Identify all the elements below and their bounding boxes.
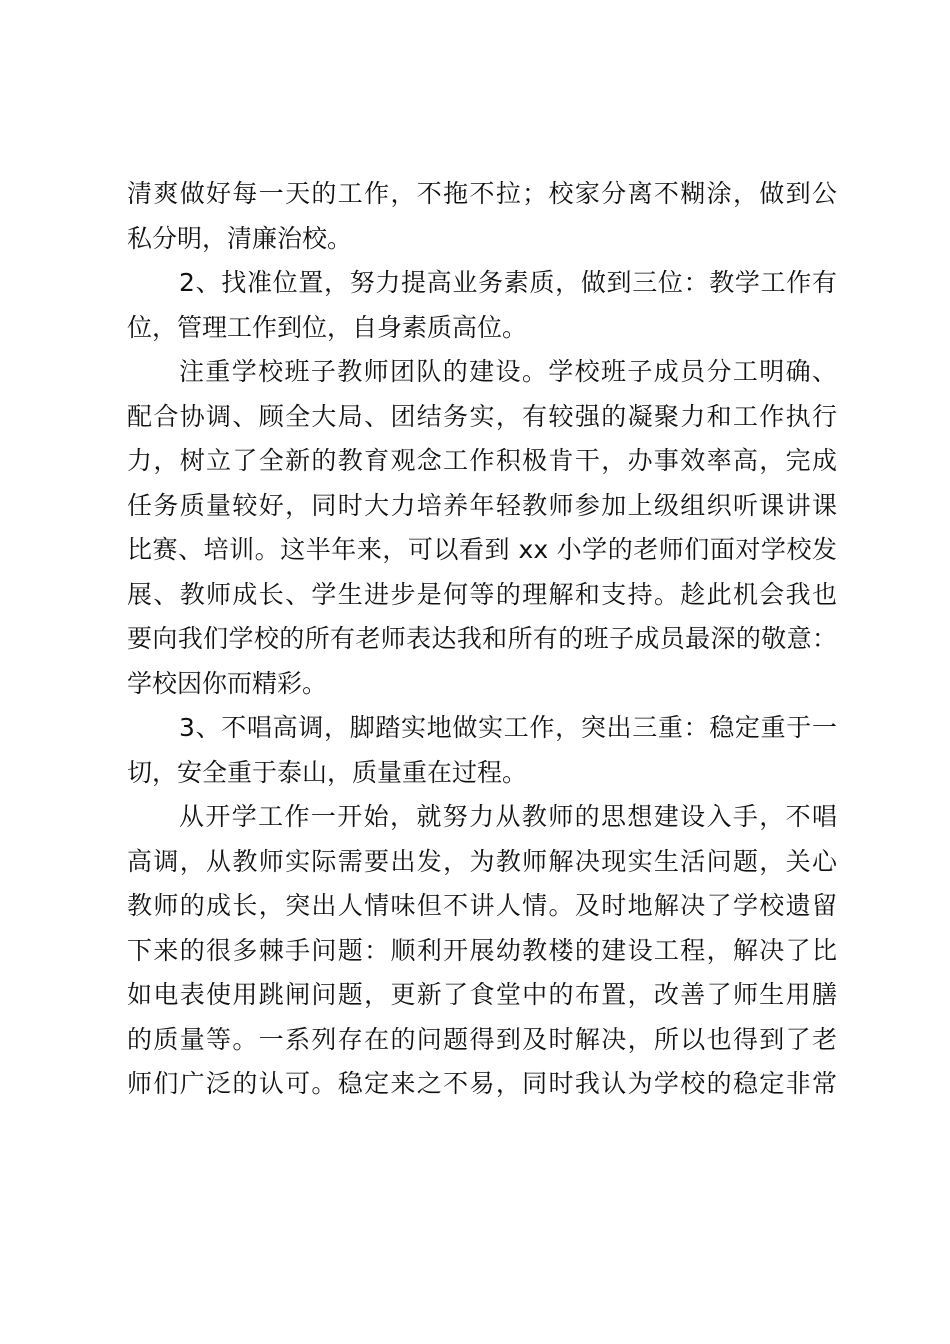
text-line: 教师的成长，突出人情味但不讲人情。及时地解决了学校遗留: [127, 891, 837, 920]
text-line: 师们广泛的认可。稳定来之不易，同时我认为学校的稳定非常: [127, 1069, 837, 1098]
paragraph-work-attitude: [127, 172, 837, 261]
text-line: 的质量等。一系列存在的问题得到及时解决，所以也得到了老: [127, 1024, 837, 1054]
text-line: 比赛、培训。这半年来，可以看到 xx 小学的老师们面对学校发: [127, 535, 837, 564]
text-line: 清爽做好每一天的工作，不拖不拉；校家分离不糊涂，做到公: [127, 179, 837, 208]
document-body: [127, 172, 837, 1107]
paragraph-stability: [127, 795, 837, 1107]
text-line: 切，安全重于泰山，质量重在过程。: [127, 757, 528, 787]
text-line: 要向我们学校的所有老师表达我和所有的班子成员最深的敬意：: [127, 624, 837, 653]
text-line: 注重学校班子教师团队的建设。学校班子成员分工明确、: [179, 357, 837, 386]
text-line: 下来的很多棘手问题：顺利开展幼教楼的建设工程，解决了比: [127, 935, 837, 965]
text-line: 位，管理工作到位，自身素质高位。: [127, 312, 528, 342]
text-line: 3、不唱高调，脚踏实地做实工作，突出三重：稳定重于一: [179, 713, 837, 742]
text-line: 展、教师成长、学生进步是何等的理解和支持。趁此机会我也: [127, 579, 837, 609]
text-line: 2、找准位置，努力提高业务素质，做到三位：教学工作有: [179, 268, 837, 297]
text-line: 学校因你而精彩。: [127, 668, 328, 698]
paragraph-point-3: [127, 706, 837, 795]
text-line: 高调，从教师实际需要出发，为教师解决现实生活问题，关心: [127, 846, 837, 876]
text-line: 力，树立了全新的教育观念工作积极肯干，办事效率高，完成: [127, 446, 837, 475]
text-line: 私分明，清廉治校。: [127, 223, 353, 253]
text-line: 如电表使用跳闸问题，更新了食堂中的布置，改善了师生用膳: [127, 980, 837, 1009]
paragraph-point-2: [127, 261, 837, 350]
text-line: 从开学工作一开始，就努力从教师的思想建设入手，不唱: [179, 802, 837, 831]
text-line: 任务质量较好，同时大力培养年轻教师参加上级组织听课讲课: [127, 490, 837, 520]
text-line: 配合协调、顾全大局、团结务实，有较强的凝聚力和工作执行: [127, 401, 837, 431]
paragraph-team-building: [127, 350, 837, 706]
